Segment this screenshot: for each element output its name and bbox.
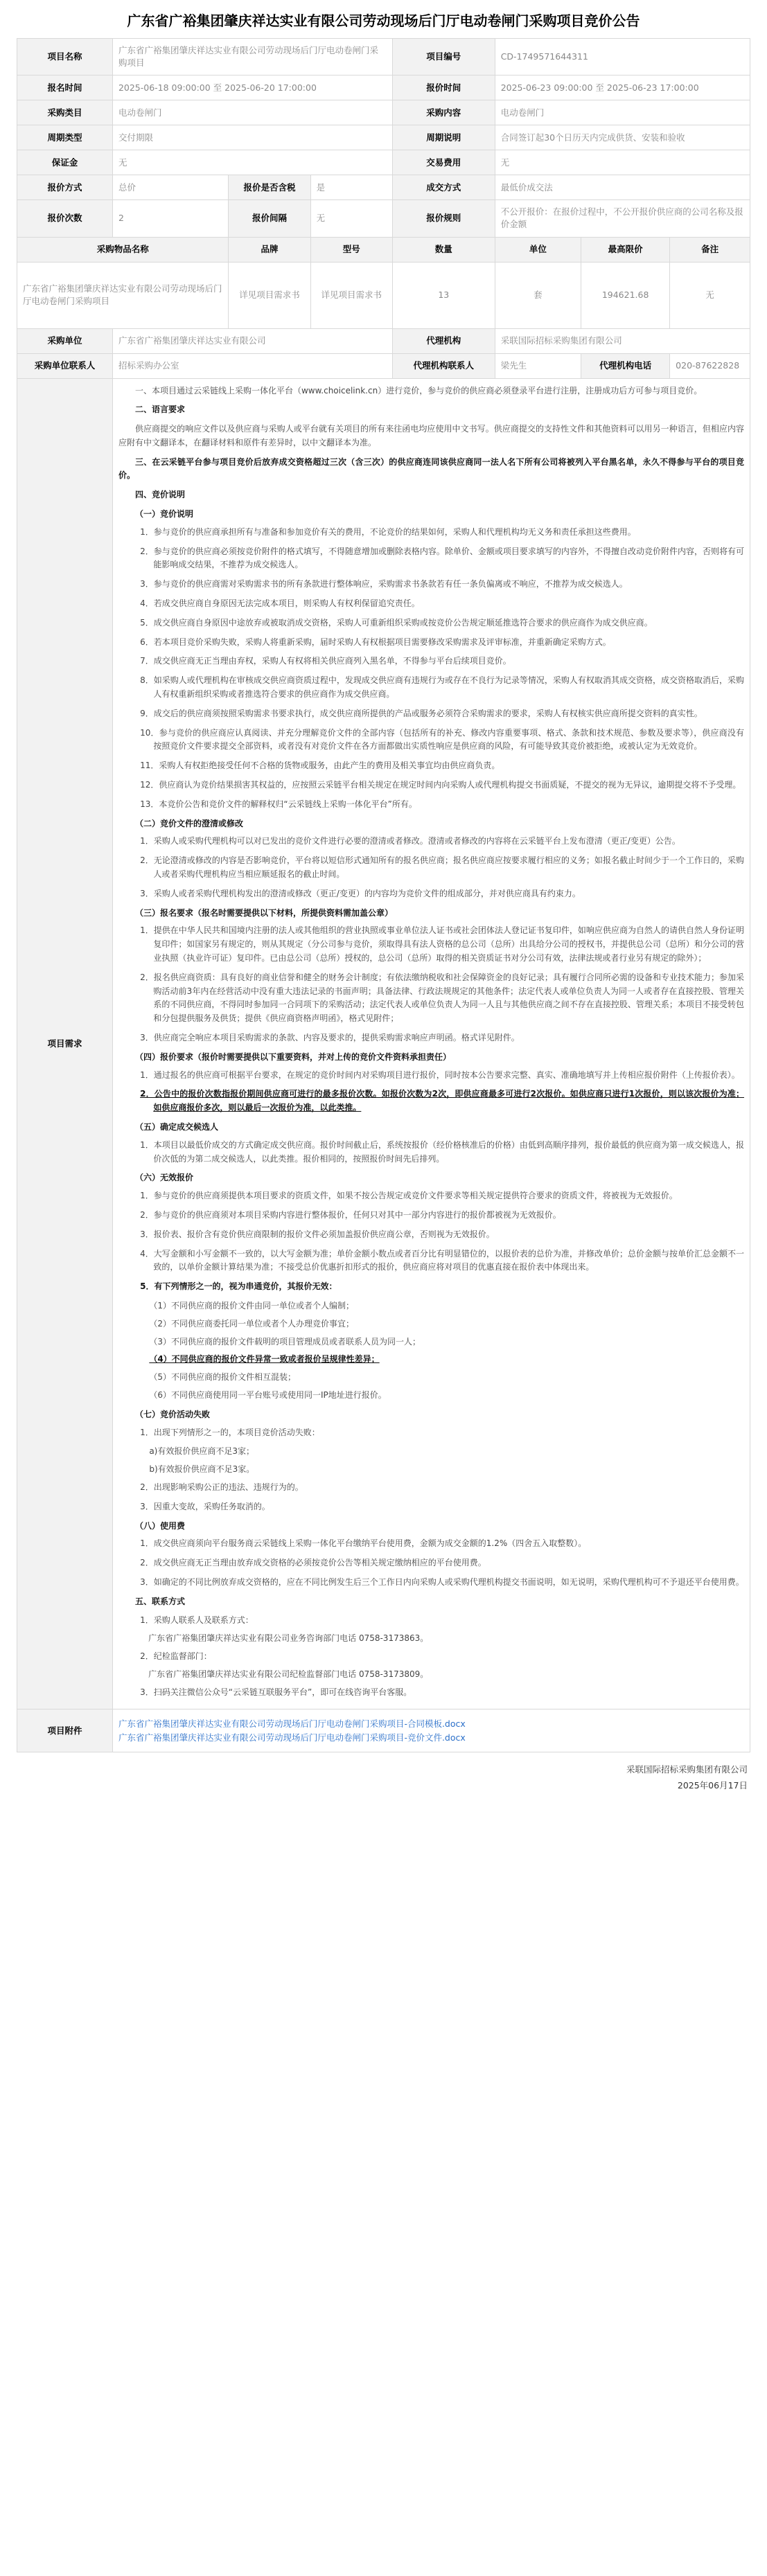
row-times bbox=[17, 75, 750, 100]
row-quote-count bbox=[17, 200, 750, 237]
row-category bbox=[17, 100, 750, 125]
buyer-value: 广东省广裕集团肇庆祥达实业有限公司 bbox=[112, 328, 392, 353]
item-qty: 13 bbox=[392, 262, 495, 328]
attachment-quote-doc-link[interactable]: 广东省广裕集团肇庆祥达实业有限公司劳动现场后门厅电动卷闸门采购项目-竞价文件.docx bbox=[118, 1732, 466, 1743]
item-brand: 详见项目需求书 bbox=[229, 262, 310, 328]
notice-s4g: （七）竞价活动失败 bbox=[134, 1409, 210, 1419]
notice-f-4: 4．大写金额和小写金额不一致的，以大写金额为准；单价金额小数点或者百分比有明显错位的，以报价表的总价为准，并修改单价；总价金额与按单价汇总金额不一致的，以单价金额计算结果为准；不接受总价优惠折扣形式的报价，供应商应将对项目的优惠直接在报价表中体现出来。 bbox=[140, 1248, 744, 1272]
notice-content bbox=[112, 378, 750, 1709]
quote-method-label: 报价方式 bbox=[17, 175, 113, 200]
project-no-value: CD-1749571644311 bbox=[495, 39, 750, 75]
notice-a-11: 11．采购人有权拒绝接受任何不合格的货物或服务，由此产生的费用及相关事宜均由供应商负责。 bbox=[140, 761, 500, 771]
notice-g1-b: b)有效报价供应商不足3家。 bbox=[149, 1464, 255, 1475]
contact-1: 1．采购人联系人及联系方式： bbox=[140, 1615, 254, 1626]
notice-s4: 四、竞价说明 bbox=[134, 490, 185, 500]
notice-c-3: 3．供应商完全响应本项目采购需求的条款、内容及要求的，提供采购需求响应声明函。格式详见附件。 bbox=[140, 1032, 520, 1042]
page-title: 广东省广裕集团肇庆祥达实业有限公司劳动现场后门厅电动卷闸门采购项目竞价公告 bbox=[127, 12, 640, 29]
project-info-table bbox=[17, 38, 750, 1752]
tax-value: 是 bbox=[310, 175, 392, 200]
notice-e-1: 1．本项目以最低价成交的方式确定成交供应商。报价时间截止后，系统按报价（经价格核准后的价格）由低到高顺序排列，报价最低的供应商为第一成交候选人，报价次低的为第二成交候选人，以此类推。报价相同的，按照报价时间先后排列。 bbox=[140, 1139, 744, 1164]
notice-h-1: 1．成交供应商须向平台服务商云采链线上采购一体化平台缴纳平台使用费，金额为成交金额的1.2%（四舍五入取整数）。 bbox=[140, 1538, 587, 1549]
notice-f-3: 3．报价表、报价含有竞价供应商限制的报价文件必须加盖报价供应商公章，否则视为无效报价。 bbox=[140, 1229, 495, 1239]
project-name-value: 广东省广裕集团肇庆祥达实业有限公司劳动现场后门厅电动卷闸门采购项目 bbox=[112, 39, 392, 75]
footer-date: 2025年06月17日 bbox=[677, 1779, 748, 1791]
row-attachments bbox=[17, 1709, 750, 1752]
period-desc-value: 合同签订起30个日历天内完成供货、安装和验收 bbox=[495, 125, 750, 150]
period-value: 交付期限 bbox=[112, 125, 392, 150]
notice-b-3: 3．采购人或者采购代理机构发出的澄清或修改（更正/变更）的内容均为竞价文件的组成部分，并对供应商具有约束力。 bbox=[140, 888, 581, 898]
deal-rule-value: 最低价成交法 bbox=[495, 175, 750, 200]
items-header-name: 采购物品名称 bbox=[17, 237, 229, 262]
content-label: 采购内容 bbox=[392, 100, 495, 125]
notice-g1-a: a)有效报价供应商不足3家； bbox=[149, 1446, 254, 1457]
agent-phone-label: 代理机构电话 bbox=[581, 353, 670, 378]
quote-rule-label: 报价规则 bbox=[392, 200, 495, 237]
notice-a-6: 6．若本项目竞价采购失败，采购人将重新采购，届时采购人有权根据项目需要修改采购需求及评审标准，并重新确定采购方式。 bbox=[140, 637, 611, 647]
row-contacts bbox=[17, 353, 750, 378]
notice-s4e: （五）确定成交候选人 bbox=[134, 1121, 218, 1132]
item-row bbox=[17, 262, 750, 328]
contact-2: 2．纪检监督部门： bbox=[140, 1651, 212, 1662]
notice-s5: 五、联系方式 bbox=[134, 1596, 185, 1606]
contact-1-detail: 广东省广裕集团肇庆祥达实业有限公司业务咨询部门电话 0758-3173863。 bbox=[148, 1633, 429, 1644]
item-model: 详见项目需求书 bbox=[310, 262, 392, 328]
notice-a-7: 7．成交供应商无正当理由弃权，采购人有权将相关供应商列入黑名单，不得参与平台后续项目竞价。 bbox=[140, 656, 511, 666]
notice-h-3: 3．如确定的不同比例放弃成交资格的，应在不同比例发生后三个工作日内向采购人或采购代理机构提交书面说明，如无说明，采购代理机构可不予退还平台使用费。 bbox=[140, 1576, 744, 1587]
notice-a-10: 10．参与竞价的供应商应认真阅读、并充分理解竞价文件的全部内容（包括所有的补充、修改内容重要事项、格式、条款和技术规范、参数及要求等），供应商没有按照竞价文件要求提交全部资料，或者没有对竞价文件在各方面都做出实质性响应是供应商的风险，有可能导致其竞价被拒绝，或被认定为无效竞价。 bbox=[140, 727, 744, 752]
notice-c-1: 1．提供在中华人民共和国境内注册的法人或其他组织的营业执照或事业单位法人证书或社会团体法人登记证书复印件，如响应供应商为自然人的请供自然人身份证明复印件；如国家另有规定的，则从其规定（分公司参与竞价，须取得具有法人资格的总公司（总所）出具给分公司的授权书，并提供总公司（总所）和分公司的营业执照（执业许可证）复印件。已由总公司（总所）授权的，总公司（总所）取得的相关资质证书对分公司有效，法律法规或者行业另有规定的除外）； bbox=[140, 925, 744, 963]
trade-fee-value: 无 bbox=[495, 150, 750, 175]
notice-a-4: 4．若成交供应商自身原因无法完成本项目，则采购人有权利保留追究责任。 bbox=[140, 598, 420, 609]
notice-b-1: 1．采购人或采购代理机构可以对已发出的竞价文件进行必要的澄清或者修改。澄清或者修改的内容将在云采链平台上发布澄清（更正/变更）公告。 bbox=[140, 836, 680, 846]
notice-f5-6: （6）不同供应商使用同一平台账号或使用同一IP地址进行报价。 bbox=[149, 1389, 387, 1400]
notice-a-1: 1．参与竞价的供应商承担所有与准备和参加竞价有关的费用，不论竞价的结果如何，采购人和代理机构均无义务和责任承担这些费用。 bbox=[140, 526, 636, 537]
deal-rule-label: 成交方式 bbox=[392, 175, 495, 200]
attachments-label: 项目附件 bbox=[17, 1709, 113, 1752]
items-header-note: 备注 bbox=[670, 237, 750, 262]
quote-count-label: 报价次数 bbox=[17, 200, 113, 237]
items-header-unit: 单位 bbox=[495, 237, 581, 262]
project-name-label: 项目名称 bbox=[17, 39, 113, 75]
interval-value: 无 bbox=[310, 200, 392, 237]
period-label: 周期类型 bbox=[17, 125, 113, 150]
agent-value: 采联国际招标采购集团有限公司 bbox=[495, 328, 750, 353]
notice-f5-2: （2）不同供应商委托同一单位或者个人办理竞价事宜； bbox=[149, 1318, 354, 1329]
notice-a-3: 3．参与竞价的供应商需对采购需求书的所有条款进行整体响应，采购需求书条款若有任一条负偏离或不响应，不推荐为成交候选人。 bbox=[140, 579, 628, 589]
row-quote-method bbox=[17, 175, 750, 200]
notice-s2: 二、语言要求 bbox=[134, 405, 185, 415]
notice-s4f: （六）无效报价 bbox=[134, 1173, 193, 1183]
agent-contact-value: 梁先生 bbox=[495, 353, 581, 378]
notice-f5-3: （3）不同供应商的报价文件载明的项目管理成员或者联系人员为同一人； bbox=[149, 1336, 421, 1347]
agent-label: 代理机构 bbox=[392, 328, 495, 353]
buyer-contact-label: 采购单位联系人 bbox=[17, 353, 113, 378]
item-unit: 套 bbox=[495, 262, 581, 328]
row-notice bbox=[17, 378, 750, 1709]
notice-a-12: 12．供应商认为竞价结果损害其权益的，应按照云采链平台相关规定在规定时间内向采购人或代理机构提交书面质疑，不提交的视为无异议，逾期提交将不予受理。 bbox=[140, 780, 741, 790]
tax-label: 报价是否含税 bbox=[229, 175, 310, 200]
contact-2-detail: 广东省广裕集团肇庆祥达实业有限公司纪检监督部门电话 0758-3173809。 bbox=[148, 1669, 429, 1679]
notice-d-2: 2．公告中的报价次数指报价期间供应商可进行的最多报价次数。如报价次数为2次，即供应商最多可进行2次报价。如供应商只进行1次报价，则以该次报价为准；如供应商报价多次，则以最后一次报价为准，以此类推。 bbox=[140, 1089, 744, 1113]
item-price: 194621.68 bbox=[581, 262, 670, 328]
period-desc-label: 周期说明 bbox=[392, 125, 495, 150]
notice-f-1: 1．参与竞价的供应商须提供本项目要求的资质文件，如果不按公告规定或竞价文件要求等相关规定提供符合要求的资质文件，将被视为无效报价。 bbox=[140, 1191, 678, 1201]
category-value: 电动卷闸门 bbox=[112, 100, 392, 125]
attachments-list bbox=[112, 1709, 750, 1752]
notice-g-2: 2．出现影响采购公正的违法、违规行为的。 bbox=[140, 1482, 303, 1492]
notice-g-3: 3．因重大变故，采购任务取消的。 bbox=[140, 1501, 270, 1511]
notice-s4a: （一）竞价说明 bbox=[134, 509, 193, 519]
notice-c-2: 2．报名供应商资质：具有良好的商业信誉和健全的财务会计制度；有依法缴纳税收和社会保障资金的良好记录；具有履行合同所必需的设备和专业技术能力；参加采购活动前3年内在经营活动中没有重大违法记录的书面声明；具备法律、行政法规规定的其他条件；法定代表人或单位负责人为同一人或者存在直接控股、管理关系的不同供应商，不得同时参加同一合同项下的采购活动；法定代表人或单位负责人为同一人且与其他供应商之间不存在直接控股、管理关系；本项目不接受转包和分包提供服务及供货；提供《供应商资格声明函》，格式见附件； bbox=[140, 972, 744, 1024]
category-label: 采购类目 bbox=[17, 100, 113, 125]
notice-s4h: （八）使用费 bbox=[134, 1520, 185, 1531]
signup-time-value: 2025-06-18 09:00:00 至 2025-06-20 17:00:00 bbox=[112, 75, 392, 100]
notice-label: 项目需求 bbox=[17, 378, 113, 1709]
notice-a-9: 9．成交后的供应商须按照采购需求书要求执行，成交供应商所提供的产品或服务必须符合采购需求的要求，采购人有权核实供应商所提交资料的真实性。 bbox=[140, 708, 703, 718]
project-no-label: 项目编号 bbox=[392, 39, 495, 75]
notice-a-2: 2．参与竞价的供应商必须按竞价附件的格式填写，不得随意增加或删除表格内容。除单价、金额或项目要求填写的内容外，不得擅自改动竞价附件内容，否则将有可能影响成交结果，不推荐为成交候选人。 bbox=[140, 546, 744, 570]
notice-a-13: 13．本竞价公告和竞价文件的解释权归“云采链线上采购一体化平台”所有。 bbox=[140, 799, 417, 809]
row-period bbox=[17, 125, 750, 150]
notice-p1: 一、本项目通过云采链线上采购一体化平台（www.choicelink.cn）进行竞价，参与竞价的供应商必须登录平台进行注册，注册成功后方可参与项目竞价。 bbox=[134, 385, 703, 396]
row-project-name bbox=[17, 39, 750, 75]
signup-time-label: 报名时间 bbox=[17, 75, 113, 100]
notice-b-2: 2．无论澄清或修改的内容是否影响竞价，平台将以短信形式通知所有的报名供应商；报名供应商应按要求履行相应的义务；如报名截止时间少于一个工作日的，采购人或者采购代理机构应当相应顺延报名的截止时间。 bbox=[140, 855, 744, 880]
notice-a-5: 5．成交供应商自身原因中途放弃或被取消成交资格，采购人可重新组织采购或按竞价公告规定顺延推选符合要求的供应商作为成交供应商。 bbox=[140, 617, 653, 628]
row-org bbox=[17, 328, 750, 353]
buyer-label: 采购单位 bbox=[17, 328, 113, 353]
notice-p2: 供应商提交的响应文件以及供应商与采购人或平台就有关项目的所有来往函电均应使用中文书写。供应商提交的支持性文件和其他资料可以用另一种语言，但相应内容应附有中文翻译本，在翻译材料和原件有差异时，以中文翻译本为准。 bbox=[118, 424, 744, 447]
footer bbox=[17, 1762, 750, 1793]
items-header-row bbox=[17, 237, 750, 262]
notice-f5-5: （5）不同供应商的报价文件相互混装； bbox=[149, 1372, 296, 1383]
buyer-contact-value: 招标采购办公室 bbox=[112, 353, 392, 378]
attachment-contract-link[interactable]: 广东省广裕集团肇庆祥达实业有限公司劳动现场后门厅电动卷闸门采购项目-合同模板.docx bbox=[118, 1718, 466, 1729]
items-header-price: 最高限价 bbox=[581, 237, 670, 262]
row-fees bbox=[17, 150, 750, 175]
deposit-value: 无 bbox=[112, 150, 392, 175]
content-value: 电动卷闸门 bbox=[495, 100, 750, 125]
notice-d-1: 1．通过报名的供应商可根据平台要求，在规定的竞价时间内对采购项目进行报价，同时按本公告要求完整、真实、准确地填写并上传相应报价附件（上传报价表）。 bbox=[140, 1069, 740, 1080]
item-note: 无 bbox=[670, 262, 750, 328]
notice-a-8: 8．如采购人或代理机构在审核成交供应商资质过程中，发现成交供应商有违规行为或存在不良行为记录等情况，采购人有权取消其成交资格，成交资格取消后，采购人有权重新组织采购或者推选符合要求的供应商作为成交供应商。 bbox=[140, 675, 744, 700]
items-header-qty: 数量 bbox=[392, 237, 495, 262]
notice-s4d: （四）报价要求（报价时需要提供以下重要资料，并对上传的竞价文件资料承担责任） bbox=[134, 1051, 451, 1062]
quote-count-value: 2 bbox=[112, 200, 229, 237]
deposit-label: 保证金 bbox=[17, 150, 113, 175]
notice-f5-1: （1）不同供应商的报价文件由同一单位或者个人编制； bbox=[149, 1300, 354, 1311]
notice-f5-4: （4）不同供应商的报价文件异常一致或者报价呈规律性差异； bbox=[149, 1354, 380, 1365]
items-header-model: 型号 bbox=[310, 237, 392, 262]
trade-fee-label: 交易费用 bbox=[392, 150, 495, 175]
notice-h-2: 2．成交供应商无正当理由放弃成交资格的必须按竞价公告等相关规定缴纳相应的平台使用费。 bbox=[140, 1558, 486, 1568]
notice-p3: 三、在云采链平台参与项目竞价后放弃成交资格超过三次（含三次）的供应商连同该供应商同一法人名下所有公司将被列入平台黑名单，永久不得参与平台的项目竞价。 bbox=[118, 456, 744, 481]
quote-time-value: 2025-06-23 09:00:00 至 2025-06-23 17:00:00 bbox=[495, 75, 750, 100]
quote-time-label: 报价时间 bbox=[392, 75, 495, 100]
items-header-brand: 品牌 bbox=[229, 237, 310, 262]
quote-method-value: 总价 bbox=[112, 175, 229, 200]
agent-contact-label: 代理机构联系人 bbox=[392, 353, 495, 378]
item-name: 广东省广裕集团肇庆祥达实业有限公司劳动现场后门厅电动卷闸门采购项目 bbox=[17, 262, 229, 328]
contact-3: 3．扫码关注微信公众号“云采链互联服务平台”，即可在线咨询平台客服。 bbox=[140, 1687, 412, 1697]
footer-org: 采联国际招标采购集团有限公司 bbox=[626, 1764, 748, 1775]
notice-s4c: （三）报名要求（报名时需要提供以下材料，所提供资料需加盖公章） bbox=[134, 907, 393, 918]
agent-phone-value: 020-87622828 bbox=[670, 353, 750, 378]
notice-f-5: 5．有下列情形之一的，视为串通竞价，其报价无效： bbox=[140, 1281, 337, 1292]
interval-label: 报价间隔 bbox=[229, 200, 310, 237]
notice-f-2: 2．参与竞价的供应商须对本项目采购内容进行整体报价，任何只对其中一部分内容进行的报价都被视为无效报价。 bbox=[140, 1209, 561, 1220]
notice-s4b: （二）竞价文件的澄清或修改 bbox=[134, 818, 243, 828]
quote-rule-value: 不公开报价：在报价过程中，不公开报价供应商的公司名称及报价金额 bbox=[495, 200, 750, 237]
notice-g-intro: 1．出现下列情形之一的，本项目竞价活动失败： bbox=[140, 1427, 320, 1437]
